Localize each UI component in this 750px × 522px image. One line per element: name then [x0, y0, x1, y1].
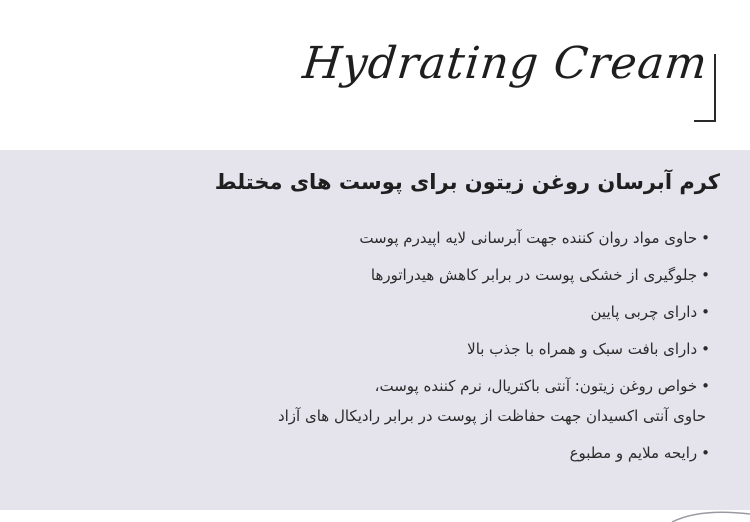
- bullet-icon: •: [701, 266, 710, 284]
- bullet-icon: •: [701, 444, 710, 462]
- product-title: Hydrating Cream: [300, 38, 711, 89]
- panel-heading: کرم آبرسان روغن زیتون برای پوست های مختلط: [214, 170, 720, 194]
- description-panel: [0, 150, 750, 510]
- title-area: [0, 0, 750, 150]
- list-item: [278, 263, 710, 300]
- list-item: [278, 374, 710, 404]
- list-item-text: دارای بافت سبک و همراه با جذب بالا: [467, 340, 698, 358]
- bottom-strip: [0, 510, 750, 522]
- list-item: [278, 300, 710, 337]
- bullet-icon: •: [701, 229, 710, 247]
- list-item-text: حاوی آنتی اکسیدان جهت حفاظت از پوست در برابر رادیکال های آزاد: [277, 407, 706, 425]
- list-item-text: حاوی مواد روان کننده جهت آبرسانی لایه اپیدرم پوست: [359, 229, 698, 247]
- feature-list: [278, 226, 710, 478]
- list-item: [278, 226, 710, 263]
- list-item-continuation: [278, 404, 710, 441]
- list-item: [278, 337, 710, 374]
- bullet-icon: •: [701, 377, 710, 395]
- list-item-text: رایحه ملایم و مطبوع: [569, 444, 698, 462]
- list-item-text: دارای چربی پایین: [590, 303, 698, 321]
- bullet-icon: •: [701, 340, 710, 358]
- list-item-text: جلوگیری از خشکی پوست در برابر کاهش هیدراتورها: [370, 266, 698, 284]
- corner-curve-decoration: [670, 510, 750, 522]
- list-item-text: خواص روغن زیتون: آنتی باکتریال، نرم کننده پوست،: [374, 377, 698, 395]
- title-bracket-decoration: [694, 54, 716, 122]
- bullet-icon: •: [701, 303, 710, 321]
- list-item: [278, 441, 710, 478]
